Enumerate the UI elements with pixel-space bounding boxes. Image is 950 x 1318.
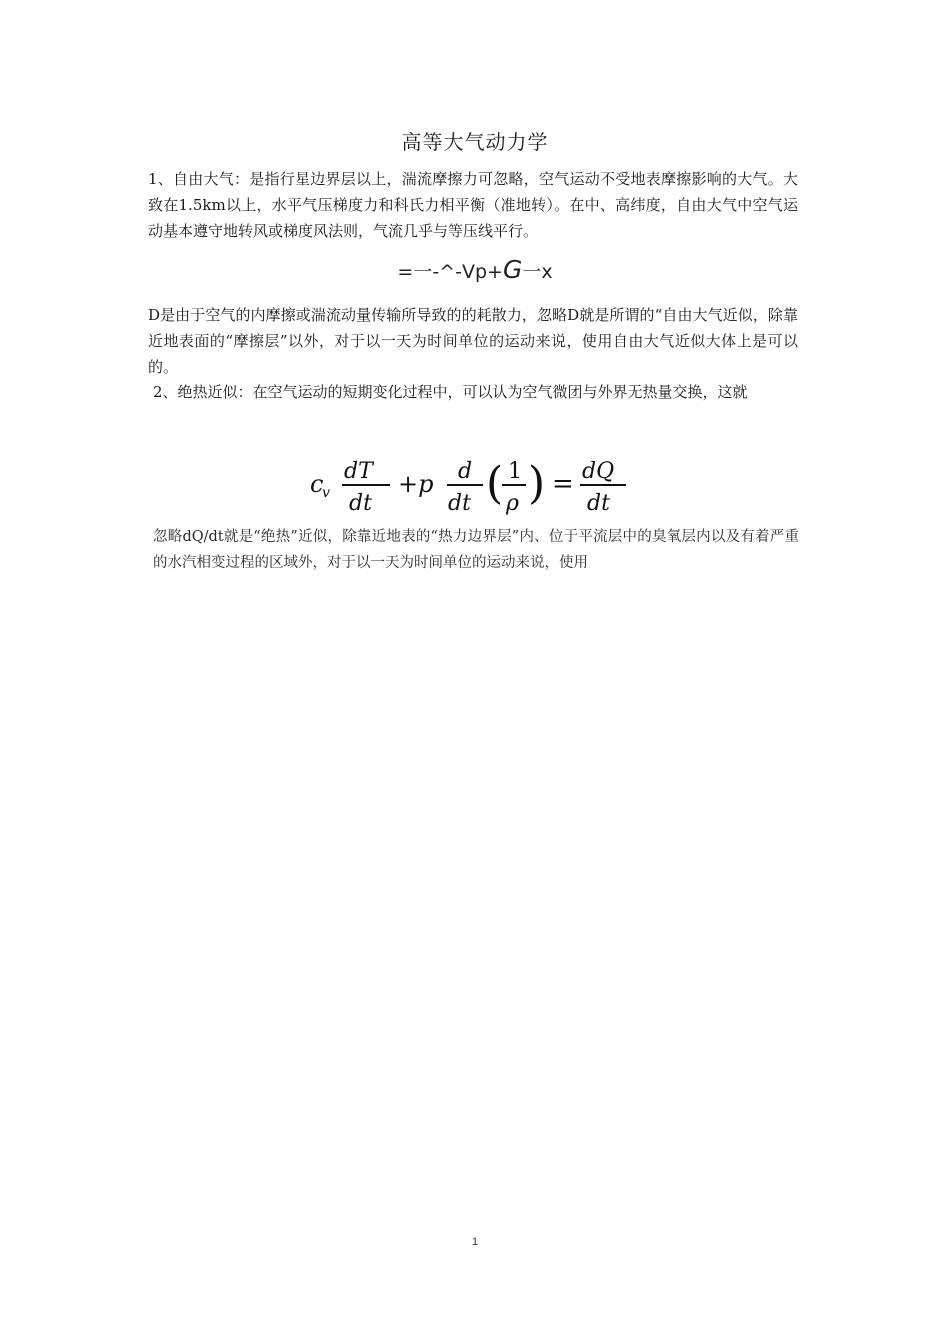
formula-momentum-equation: [0, 255, 950, 284]
page-number: 1: [471, 1236, 479, 1248]
paragraph-free-atmosphere: 1、自由大气：是指行星边界层以上，湍流摩擦力可忽略，空气运动不受地表摩擦影响的大气。大致在1.5km以上，水平气压梯度力和科氏力相平衡（准地转）。在中、高纬度，自由大气中空气运动基本遵守地转风或梯度风法则，气流几乎与等压线平行。: [148, 170, 798, 240]
formula-2-equals: =: [552, 469, 574, 499]
formula-thermodynamic-equation: [300, 448, 640, 520]
formula-1-g: G: [502, 255, 523, 284]
formula-2-one: 1: [508, 459, 522, 484]
formula-2-dt-3: dt: [587, 491, 610, 516]
paragraph-dissipation: D是由于空气的内摩擦或湍流动量传输所导致的的耗散力，忽略D就是所谓的“自由大气近似，除靠近地表面的“摩擦层”以外，对于以一天为时间单位的运动来说，使用自由大气近似大体上是可以的。: [148, 306, 798, 376]
formula-2-right-paren: ): [528, 458, 546, 509]
formula-2-dt-2: dt: [448, 491, 471, 516]
formula-2-dQ: dQ: [582, 459, 615, 484]
formula-2-rho: ρ: [506, 491, 519, 516]
paragraph-adiabatic-approx: 2、绝热近似：在空气运动的短期变化过程中，可以认为空气微团与外界无热量交换，这就: [153, 383, 748, 401]
formula-2-cv-sub: v: [322, 485, 330, 501]
formula-2-plus-p: +p: [398, 470, 434, 498]
formula-2-dt: dt: [349, 491, 372, 516]
formula-1-part-a: =一-^-Vp+: [397, 261, 503, 283]
formula-1-part-b: 一x: [522, 261, 553, 283]
formula-2-left-paren: (: [486, 458, 504, 509]
formula-2-dT: dT: [344, 459, 373, 484]
formula-2-cv: c: [310, 470, 324, 498]
paragraph-adiabatic-neglect: 忽略dQ/dt就是“绝热”近似，除靠近地表的“热力边界层”内、位于平流层中的臭氧层内以及有着严重的水汽相变过程的区域外，对于以一天为时间单位的运动来说，使用: [153, 529, 799, 571]
document-title: 高等大气动力学: [401, 130, 549, 154]
formula-2-d: d: [458, 459, 473, 484]
